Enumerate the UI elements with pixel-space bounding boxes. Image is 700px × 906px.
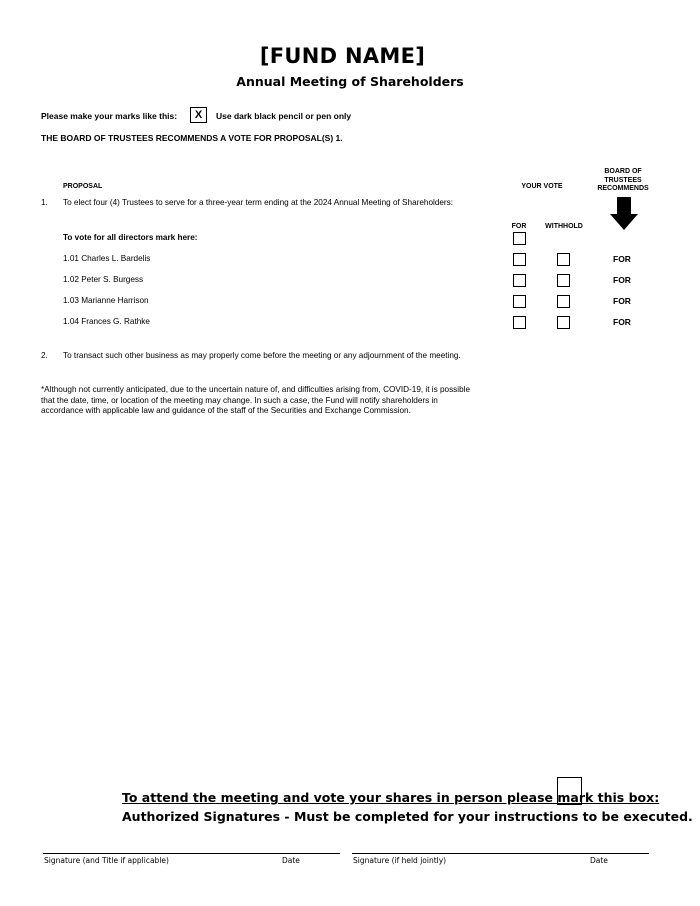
signature-2-label: Signature (if held jointly) [353,856,447,865]
mark-example-box: X [190,107,207,123]
for-all-checkbox[interactable] [513,232,526,245]
nominee-2-withhold-checkbox[interactable] [557,274,570,287]
attend-in-person-checkbox[interactable] [557,777,582,805]
for-column-label: FOR [511,223,527,230]
proposal-2-number: 2. [41,351,48,360]
signature-1-label: Signature (and Title if applicable) [44,856,169,865]
proposal-1-text: To elect four (4) Trustees to serve for a three-year term ending at the 2024 Annual Meeting of Shareholders: [63,198,454,207]
nominee-4-for-checkbox[interactable] [513,316,526,329]
fund-name: [FUND NAME] [259,44,426,68]
attend-in-person-label: To attend the meeting and vote your shares in person please mark this box: [122,790,660,805]
nominee-1-withhold-checkbox[interactable] [557,253,570,266]
covid-footnote: *Although not currently anticipated, due to the uncertain nature of, and difficulties arising from, COVID-19, it is possible that the date, time, or location of the meeting may change. In such a case, the Fund will notify shareholders in accordance with applicable law and guidance of the staff of the Securities and Exchange Commission. [41,385,471,415]
proposal-2-text: To transact such other business as may properly come before the meeting or any adjournment of the meeting. [63,351,461,360]
nominee-1-recommendation: FOR [613,254,631,264]
marks-instruction: Please make your marks like this: [41,111,178,121]
signature-line-1[interactable] [43,853,340,854]
arrow-down-icon [609,197,639,231]
nominee-2-recommendation: FOR [613,275,631,285]
authorized-signatures-note: Authorized Signatures - Must be completed for your instructions to be executed. [122,809,693,824]
nominee-label: 1.03 Marianne Harrison [63,296,149,305]
proposal-header: PROPOSAL [63,183,103,190]
nominee-1-for-checkbox[interactable] [513,253,526,266]
nominee-label: 1.01 Charles L. Bardelis [63,254,151,263]
pen-note: Use dark black pencil or pen only [216,111,352,121]
date-2-label: Date [590,856,608,865]
signature-line-2[interactable] [352,853,649,854]
nominee-4-withhold-checkbox[interactable] [557,316,570,329]
nominee-3-withhold-checkbox[interactable] [557,295,570,308]
proposal-1-number: 1. [41,198,48,207]
meeting-title: Annual Meeting of Shareholders [236,74,464,89]
your-vote-header: YOUR VOTE [521,183,563,190]
nominee-3-recommendation: FOR [613,296,631,306]
date-1-label: Date [282,856,300,865]
nominee-label: 1.04 Frances G. Rathke [63,317,150,326]
nominee-3-for-checkbox[interactable] [513,295,526,308]
nominee-label: 1.02 Peter S. Burgess [63,275,144,284]
board-recommendation: THE BOARD OF TRUSTEES RECOMMENDS A VOTE FOR PROPOSAL(S) 1. [41,133,343,143]
nominee-2-for-checkbox[interactable] [513,274,526,287]
board-recommends-header: BOARD OF TRUSTEES RECOMMENDS [597,168,649,192]
all-directors-label: To vote for all directors mark here: [63,233,198,242]
nominee-4-recommendation: FOR [613,317,631,327]
withhold-column-label: WITHHOLD [545,223,583,230]
